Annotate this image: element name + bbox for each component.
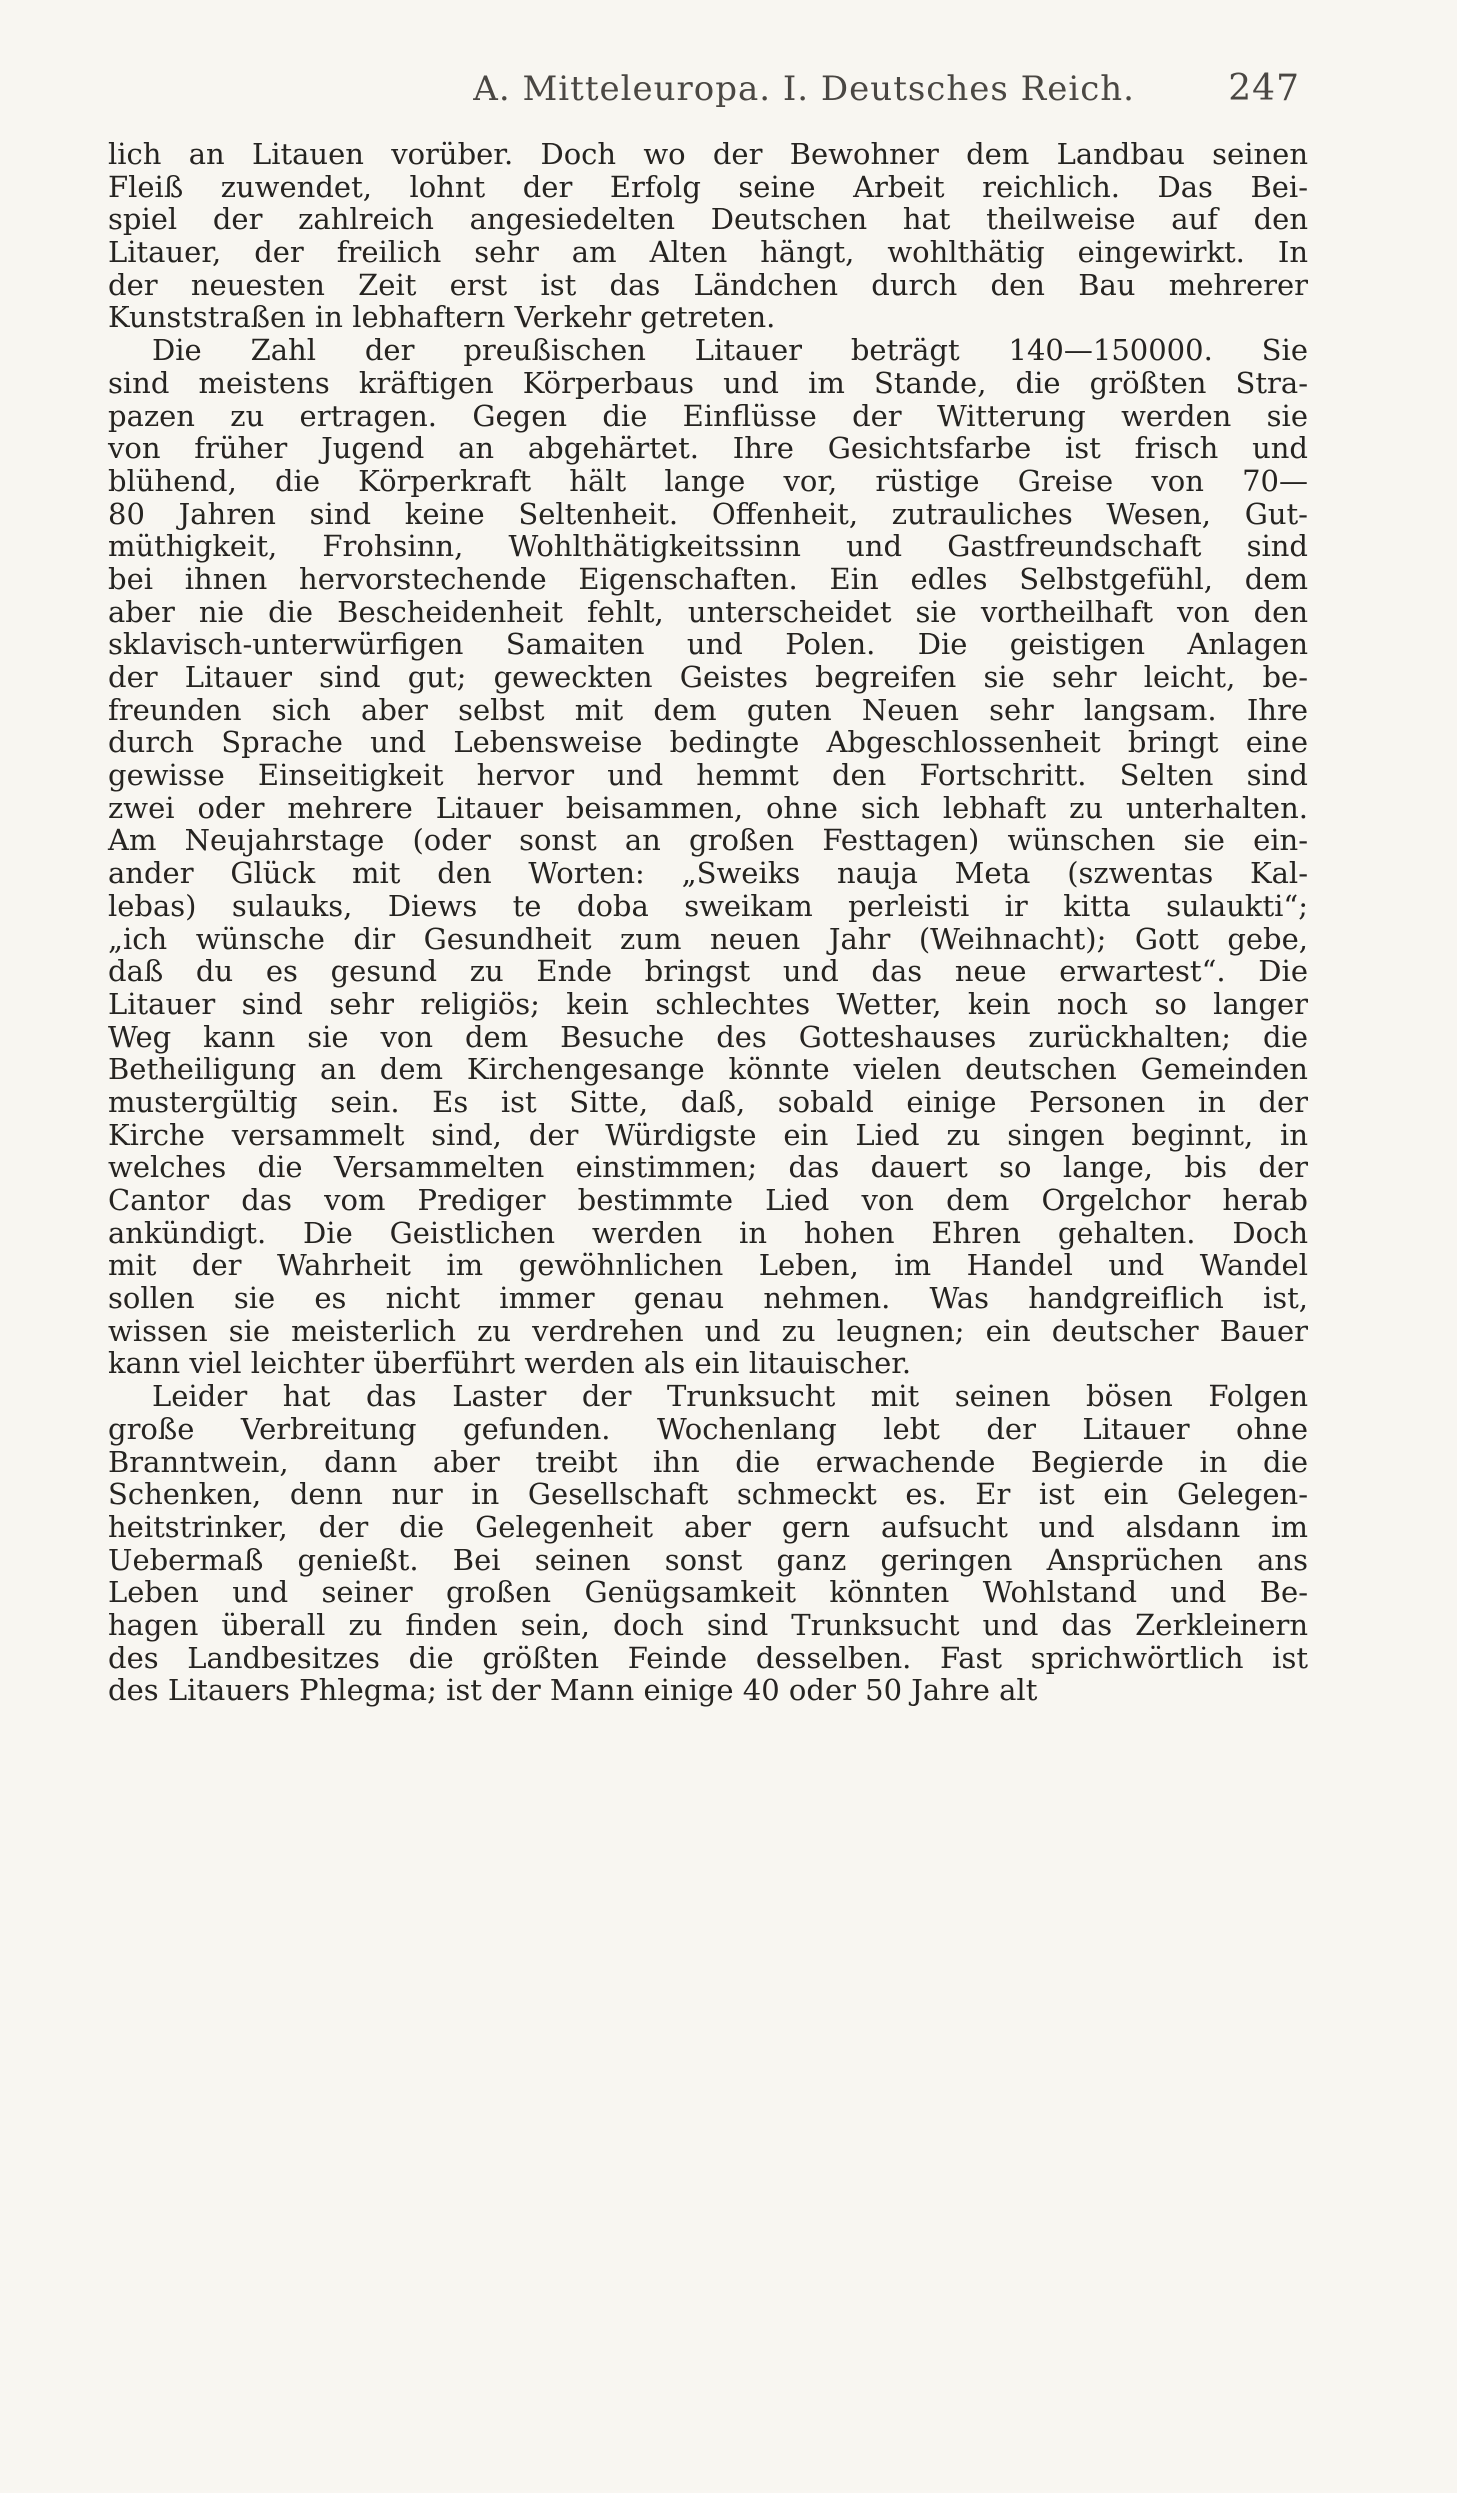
text-line: durch Sprache und Lebensweise bedingte Abgeschlossenheit bringt eine xyxy=(108,725,1308,760)
text-line: daß du es gesund zu Ende bringst und das neue erwartest“. Die xyxy=(108,954,1308,989)
running-header xyxy=(380,68,1300,122)
text-line: hagen überall zu finden sein, doch sind Trunksucht und das Zerkleinern xyxy=(108,1607,1308,1642)
running-header-title: A. Mitteleuropa. I. Deutsches Reich. xyxy=(473,69,1135,109)
text-line: ander Glück mit den Worten: „Sweiks nauja Meta (szwentas Kal- xyxy=(108,856,1308,891)
text-line: mit der Wahrheit im gewöhnlichen Leben, im Handel und Wandel xyxy=(108,1248,1308,1283)
text-line: sklavisch-unterwürfigen Samaiten und Polen. Die geistigen Anlagen xyxy=(108,627,1308,662)
text-line: lebas) sulauks, Diews te doba sweikam perleisti ir kitta sulaukti“; xyxy=(108,888,1308,923)
text-line: Leider hat das Laster der Trunksucht mit seinen bösen Folgen xyxy=(152,1379,1308,1414)
text-line: Die Zahl der preußischen Litauer beträgt 140—150000. Sie xyxy=(152,333,1308,368)
text-line: Am Neujahrstage (oder sonst an großen Festtagen) wünschen sie ein- xyxy=(108,823,1308,858)
text-line: spiel der zahlreich angesiedelten Deutschen hat theilweise auf den xyxy=(108,202,1308,237)
text-line: blühend, die Körperkraft hält lange vor, rüstige Greise von 70— xyxy=(108,463,1308,498)
text-line: Kunststraßen in lebhaftern Verkehr getreten. xyxy=(108,300,776,335)
text-line: bei ihnen hervorstechende Eigenschaften. Ein edles Selbstgefühl, dem xyxy=(108,561,1308,596)
text-line: wissen sie meisterlich zu verdrehen und zu leugnen; ein deutscher Bauer xyxy=(108,1313,1308,1348)
paragraph xyxy=(108,334,1308,1380)
text-line: ankündigt. Die Geistlichen werden in hohen Ehren gehalten. Doch xyxy=(108,1215,1308,1250)
text-line: sollen sie es nicht immer genau nehmen. Was handgreiflich ist, xyxy=(108,1281,1308,1316)
text-line: Cantor das vom Prediger bestimmte Lied von dem Orgelchor herab xyxy=(108,1183,1308,1217)
text-line: Litauer, der freilich sehr am Alten hängt, wohlthätig eingewirkt. In xyxy=(108,235,1308,270)
text-line: aber nie die Bescheidenheit fehlt, unterscheidet sie vortheilhaft von den xyxy=(108,594,1308,629)
text-line: Betheiligung an dem Kirchengesange könnte vielen deutschen Gemeinden xyxy=(108,1052,1308,1087)
text-line: 80 Jahren sind keine Seltenheit. Offenheit, zutrauliches Wesen, Gut- xyxy=(108,496,1308,531)
text-line: welches die Versammelten einstimmen; das dauert so lange, bis der xyxy=(108,1150,1308,1185)
text-line: gewisse Einseitigkeit hervor und hemmt den Fortschritt. Selten sind xyxy=(108,758,1308,793)
text-line: Kirche versammelt sind, der Würdigste ein Lied zu singen beginnt, in xyxy=(108,1117,1308,1152)
paragraph xyxy=(108,138,1308,334)
text-line: der neuesten Zeit erst ist das Ländchen durch den Bau mehrerer xyxy=(108,267,1308,302)
text-line: lich an Litauen vorüber. Doch wo der Bewohner dem Landbau seinen xyxy=(108,137,1308,171)
text-line: der Litauer sind gut; geweckten Geistes begreifen sie sehr leicht, be- xyxy=(108,660,1308,694)
text-line: pazen zu ertragen. Gegen die Einflüsse der Witterung werden sie xyxy=(108,398,1308,433)
text-line: Branntwein, dann aber treibt ihn die erwachende Begierde in die xyxy=(108,1444,1308,1479)
text-line: „ich wünsche dir Gesundheit zum neuen Jahr (Weihnacht); Gott gebe, xyxy=(108,921,1308,956)
text-line: Uebermaß genießt. Bei seinen sonst ganz geringen Ansprüchen ans xyxy=(108,1542,1308,1577)
text-line: des Landbesitzes die größten Feinde desselben. Fast sprichwörtlich ist xyxy=(108,1640,1308,1675)
text-line: müthigkeit, Frohsinn, Wohlthätigkeitssinn und Gastfreundschaft sind xyxy=(108,529,1308,564)
text-line: zwei oder mehrere Litauer beisammen, ohne sich lebhaft zu unterhalten. xyxy=(108,790,1308,825)
text-line: des Litauers Phlegma; ist der Mann einige 40 oder 50 Jahre alt xyxy=(108,1673,1038,1708)
text-line: Schenken, denn nur in Gesellschaft schmeckt es. Er ist ein Gelegen- xyxy=(108,1477,1308,1512)
text-line: Fleiß zuwendet, lohnt der Erfolg seine Arbeit reichlich. Das Bei- xyxy=(108,169,1308,204)
text-line: heitstrinker, der die Gelegenheit aber gern aufsucht und alsdann im xyxy=(108,1509,1308,1544)
text-line: Litauer sind sehr religiös; kein schlechtes Wetter, kein noch so langer xyxy=(108,986,1308,1021)
paragraph xyxy=(108,1380,1308,1707)
text-line: von früher Jugend an abgehärtet. Ihre Gesichtsfarbe ist frisch und xyxy=(108,431,1308,466)
body-text xyxy=(108,138,1308,1707)
text-line: freunden sich aber selbst mit dem guten Neuen sehr langsam. Ihre xyxy=(108,692,1308,727)
text-line: Leben und seiner großen Genügsamkeit könnten Wohlstand und Be- xyxy=(108,1575,1308,1610)
page-number: 247 xyxy=(1228,68,1300,109)
text-line: sind meistens kräftigen Körperbaus und im Stande, die größten Stra- xyxy=(108,365,1308,400)
text-line: große Verbreitung gefunden. Wochenlang lebt der Litauer ohne xyxy=(108,1411,1308,1446)
text-line: kann viel leichter überführt werden als ein litauischer. xyxy=(108,1346,912,1381)
text-line: Weg kann sie von dem Besuche des Gotteshauses zurückhalten; die xyxy=(108,1019,1308,1054)
text-line: mustergültig sein. Es ist Sitte, daß, sobald einige Personen in der xyxy=(108,1084,1308,1119)
